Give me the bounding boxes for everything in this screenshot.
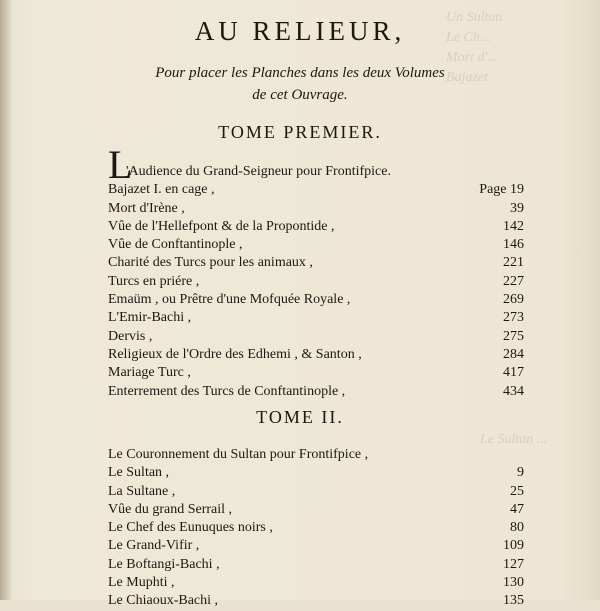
toc-entry-row [108,537,524,555]
toc-entry-label: Mort d'Irène , [108,200,185,216]
tome1-frontispiece-row [108,142,524,187]
toc-entry-row [108,273,524,291]
tome2-list [108,446,524,611]
toc-entry-page: 269 [503,292,524,308]
toc-entry-page: 417 [503,365,524,381]
subtitle-line-1: Pour placer les Planches dans les deux Volumes [155,65,445,81]
toc-entry-page: 109 [503,538,524,554]
tome2-heading: TOME II. [256,407,344,427]
toc-entry-label: Bajazet I. en cage , [108,182,215,198]
toc-entry-row [108,592,524,610]
drop-cap: L [108,142,133,187]
tome1-heading: TOME PREMIER. [218,122,382,142]
toc-entry-label: Vûe de l'Hellefpont & de la Propontide , [108,218,335,234]
page-title: AU RELIEUR, [194,16,406,46]
toc-entry-label: Le Grand-Vifir , [108,538,200,554]
toc-entry-label: Enterrement des Turcs de Conftantinople , [108,383,346,399]
toc-entry-label: La Sultane , [108,483,176,499]
toc-entry-label: Le Chiaoux-Bachi , [108,593,219,609]
toc-entry-label: Charité des Turcs pour les animaux , [108,255,313,271]
toc-entry-row [108,364,524,382]
toc-entry-page: 275 [503,328,524,344]
toc-entry-page: 434 [503,383,524,399]
toc-entry-page: 25 [510,483,524,499]
page-subtitle [0,62,600,106]
tome2-frontispiece-row [108,446,524,464]
toc-entry-label: Le Boftangi-Bachi , [108,556,220,572]
toc-entry-row [108,501,524,519]
toc-entry-label: L'Emir-Bachi , [108,310,192,326]
toc-entry-row [108,309,524,327]
toc-entry-page: 227 [503,273,524,289]
tome2-frontispiece-label: Le Couronnement du Sultan pour Frontifpice , [108,447,369,462]
toc-entry-label: Religieux de l'Ordre des Edhemi , & Santon , [108,346,362,362]
tome1-list [108,142,524,401]
toc-entry-label: Le Sultan , [108,465,170,481]
toc-entry-page: 47 [510,501,524,517]
toc-entry-label: Le Chef des Eunuques noirs , [108,520,273,536]
bleed-line: Mort d'... [446,50,498,65]
toc-entry-label: Dervis , [108,328,153,344]
bleed-line: Le Sultan ... [480,432,548,447]
toc-entry-row [108,291,524,309]
toc-entry-label: Mariage Turc , [108,365,191,381]
toc-entry-page: 39 [510,200,524,216]
toc-entry-page: 9 [517,465,524,481]
toc-entry-page: 130 [503,575,524,591]
toc-entry-page: 284 [503,346,524,362]
toc-entry-page: 146 [503,237,524,253]
toc-entry-page: 127 [503,556,524,572]
toc-entry-row [108,346,524,364]
toc-entry-page: Page 19 [479,182,524,198]
subtitle-line-2: de cet Ouvrage. [252,87,348,103]
toc-entry-row [108,483,524,501]
toc-entry-row [108,556,524,574]
bleed-line: Un Sultan [446,10,503,25]
toc-entry-row [108,181,524,199]
toc-entry-page: 142 [503,218,524,234]
toc-entry-page: 221 [503,255,524,271]
toc-entry-page: 273 [503,310,524,326]
toc-entry-label: Vûe du grand Serrail , [108,501,233,517]
toc-entry-row [108,328,524,346]
toc-entry-row [108,574,524,592]
toc-entry-page: 80 [510,520,524,536]
toc-entry-page: 135 [503,593,524,609]
toc-entry-row [108,236,524,254]
tome1-frontispiece-label: 'Audience du Grand-Seigneur pour Frontifpice. [126,164,391,179]
toc-entry-row [108,218,524,236]
toc-entry-row [108,464,524,482]
toc-entry-row [108,200,524,218]
toc-entry-label: Turcs en priére , [108,273,200,289]
toc-entry-row [108,254,524,272]
toc-entry-label: Emaüm , ou Prêtre d'une Mofquée Royale , [108,292,351,308]
toc-entry-row [108,519,524,537]
bleed-line: Le Ch... [446,30,491,45]
toc-entry-label: Le Muphti , [108,575,175,591]
toc-entry-label: Vûe de Conftantinople , [108,237,243,253]
toc-entry-row [108,383,524,401]
bleed-line: Bajazet [446,70,488,85]
